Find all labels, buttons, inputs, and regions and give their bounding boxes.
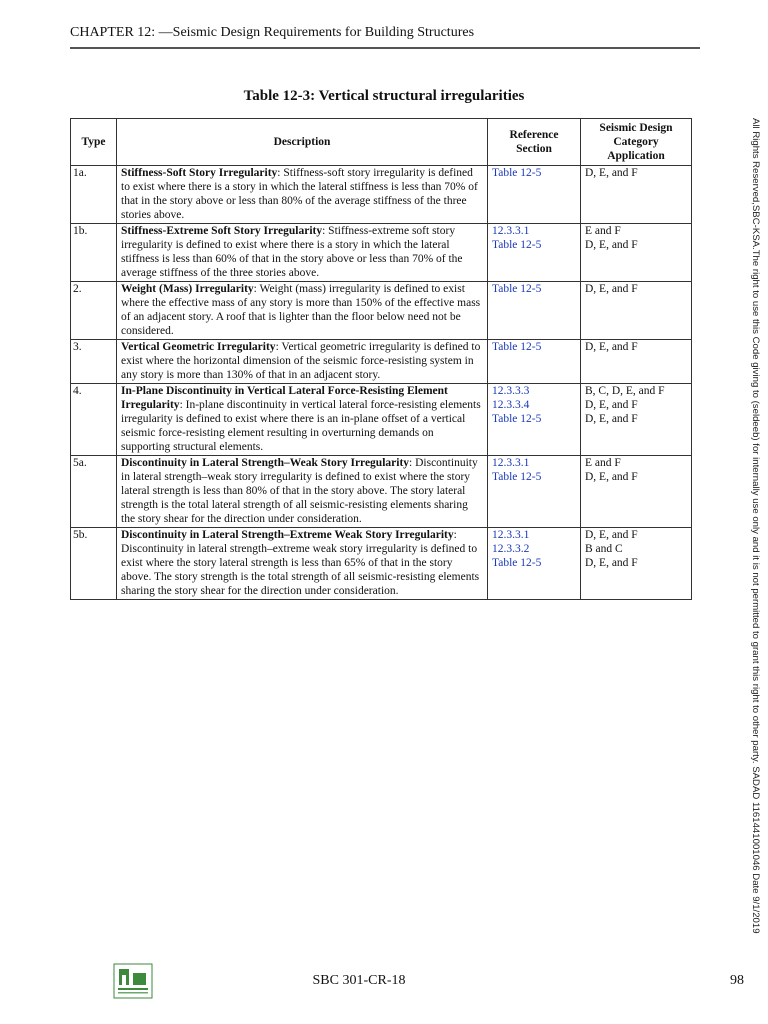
table-row (71, 166, 692, 224)
category-value: E and F (585, 457, 621, 469)
irregularity-definition: : Stiffness-soft story irregularity is defined to exist where there is a story in which the lateral stiffness is less than 70% of that in the story above or less than 80% of the average stiffness of the three stories above. (121, 167, 478, 221)
table-header-row (71, 119, 692, 166)
row-type: 1b. (71, 224, 117, 282)
irregularity-name: In-Plane Discontinuity in Vertical Lateral Force-Resisting Element Irregularity (121, 385, 448, 411)
row-description (117, 456, 488, 528)
table-row (71, 340, 692, 384)
row-type: 4. (71, 384, 117, 456)
row-category (581, 340, 692, 384)
header-reference: Reference Section (488, 119, 581, 166)
category-value: B, C, D, E, and F (585, 385, 665, 397)
reference-link[interactable]: 12.3.3.1 (492, 529, 530, 541)
category-value: D, E, and F (585, 283, 638, 295)
row-reference (488, 384, 581, 456)
irregularity-name: Discontinuity in Lateral Strength–Extreme Weak Story Irregularity (121, 529, 454, 541)
reference-link[interactable]: 12.3.3.1 (492, 457, 530, 469)
row-description (117, 528, 488, 600)
row-category (581, 384, 692, 456)
row-category (581, 528, 692, 600)
table-row (71, 528, 692, 600)
row-type: 3. (71, 340, 117, 384)
chapter-title: CHAPTER 12: —Seismic Design Requirements for Building Structures (70, 25, 475, 40)
reference-link[interactable]: Table 12-5 (492, 413, 542, 425)
category-value: D, E, and F (585, 529, 638, 541)
row-type: 2. (71, 282, 117, 340)
reference-link[interactable]: Table 12-5 (492, 239, 542, 251)
reference-link[interactable]: 12.3.3.3 (492, 385, 530, 397)
row-category (581, 224, 692, 282)
page-header (70, 25, 700, 49)
table-body (71, 166, 692, 600)
page-number: 98 (730, 973, 744, 988)
irregularity-definition: : In-plane discontinuity in vertical lateral force-resisting elements irregularity is defined to exist where there is an in-plane offset of a vertical seismic force-resisting element resulting in overturning demands on supporting structural elements. (121, 399, 481, 453)
row-reference (488, 282, 581, 340)
row-reference (488, 528, 581, 600)
reference-link[interactable]: 12.3.3.1 (492, 225, 530, 237)
irregularity-name: Stiffness-Soft Story Irregularity (121, 167, 278, 179)
row-reference (488, 340, 581, 384)
row-reference (488, 224, 581, 282)
reference-link[interactable]: 12.3.3.4 (492, 399, 530, 411)
table-row (71, 224, 692, 282)
row-type: 1a. (71, 166, 117, 224)
row-description (117, 224, 488, 282)
irregularity-definition: : Discontinuity in lateral strength–weak story irregularity is defined to exist where the story lateral strength is less than 80% of that in the story above. The story lateral strength is the total lateral strength of all seismic-resisting elements sharing the story shear for the direction under consideration. (121, 457, 478, 525)
row-type: 5a. (71, 456, 117, 528)
copyright-notice: All Rights Reserved,SBC-KSA.The right to use this Code giving to (seldeeb) for internally use only and it is not permitted to grant this right to other party. SADAD 1161441001046 Date 9/1/2019 (750, 118, 761, 934)
row-category (581, 282, 692, 340)
table-row (71, 282, 692, 340)
category-value: D, E, and F (585, 413, 638, 425)
reference-link[interactable]: Table 12-5 (492, 341, 542, 353)
row-reference (488, 456, 581, 528)
irregularity-name: Stiffness-Extreme Soft Story Irregularity (121, 225, 323, 237)
reference-link[interactable]: Table 12-5 (492, 167, 542, 179)
header-type: Type (71, 119, 117, 166)
category-value: D, E, and F (585, 471, 638, 483)
reference-link[interactable]: 12.3.3.2 (492, 543, 530, 555)
table-title: Table 12-3: Vertical structural irregularities (243, 88, 525, 104)
row-description (117, 340, 488, 384)
category-value: E and F (585, 225, 621, 237)
header-description: Description (117, 119, 488, 166)
row-reference (488, 166, 581, 224)
irregularity-definition: : Discontinuity in lateral strength–extreme weak story irregularity is defined to exist where the story lateral strength is less than 65% of that in the story above. The story strength is the total strength of all seismic-resisting elements sharing the story shear for the direction under consideration. (121, 529, 480, 597)
category-value: D, E, and F (585, 167, 638, 179)
irregularity-name: Weight (Mass) Irregularity (121, 283, 254, 295)
irregularities-table (70, 118, 692, 600)
header-category: Seismic Design Category Application (581, 119, 692, 166)
irregularity-definition: : Weight (mass) irregularity is defined to exist where the effective mass of any story is more than 150% of the effective mass of an adjacent story. A roof that is lighter than the floor below need not be considered. (121, 283, 481, 337)
reference-link[interactable]: Table 12-5 (492, 471, 542, 483)
table-row (71, 384, 692, 456)
row-description (117, 166, 488, 224)
category-value: B and C (585, 543, 623, 555)
irregularity-definition: : Stiffness-extreme soft story irregularity is defined to exist where there is a story in which the lateral stiffness is less than 60% of that in the story above or less than 70% of the average stiffness of the three stories above. (121, 225, 463, 279)
category-value: D, E, and F (585, 557, 638, 569)
category-value: D, E, and F (585, 239, 638, 251)
category-value: D, E, and F (585, 341, 638, 353)
category-value: D, E, and F (585, 399, 638, 411)
irregularity-name: Vertical Geometric Irregularity (121, 341, 276, 353)
reference-link[interactable]: Table 12-5 (492, 283, 542, 295)
row-type: 5b. (71, 528, 117, 600)
row-category (581, 166, 692, 224)
row-description (117, 282, 488, 340)
table-row (71, 456, 692, 528)
irregularity-definition: : Vertical geometric irregularity is defined to exist where the horizontal dimension of the seismic force-resisting system in any story is more than 130% of that in an adjacent story. (121, 341, 481, 381)
document-code: SBC 301-CR-18 (312, 973, 406, 988)
row-category (581, 456, 692, 528)
row-description (117, 384, 488, 456)
reference-link[interactable]: Table 12-5 (492, 557, 542, 569)
irregularity-name: Discontinuity in Lateral Strength–Weak Story Irregularity (121, 457, 410, 469)
